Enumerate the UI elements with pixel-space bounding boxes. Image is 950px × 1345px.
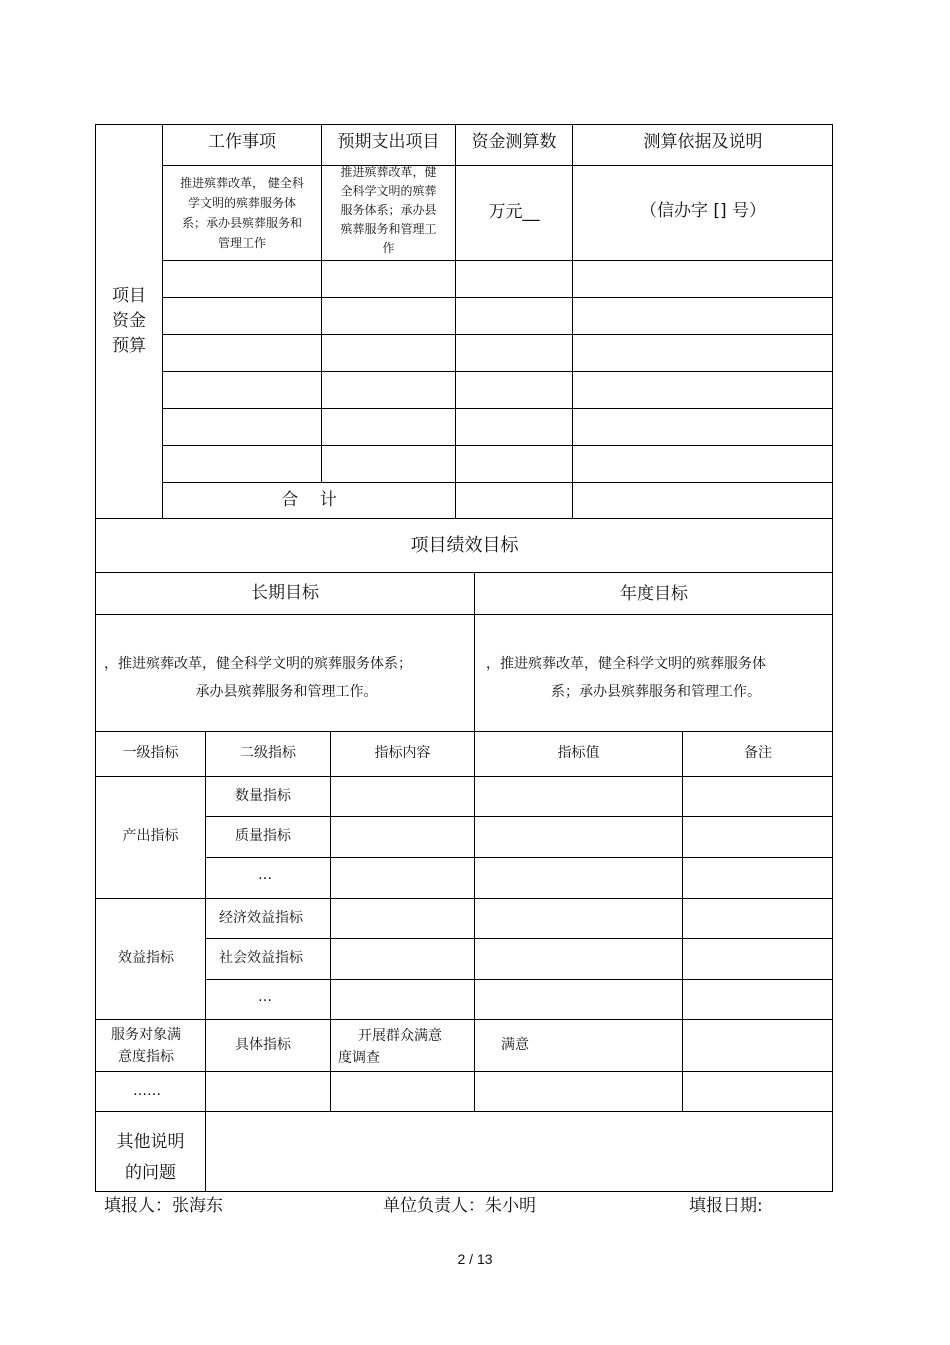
ind-header-remark: 备注 bbox=[744, 745, 772, 761]
annual-text: ，推进殡葬改革，健全科学文明的殡葬服务体 系；承办县殡葬服务和管理工作。 bbox=[486, 656, 766, 700]
satisfaction-value: 满意 bbox=[501, 1037, 529, 1053]
output-item-quality: 质量指标 bbox=[235, 828, 291, 844]
row1-amount: 万元__ bbox=[488, 202, 540, 222]
budget-total-label: 合 计 bbox=[281, 490, 337, 510]
ind-header-level2: 二级指标 bbox=[240, 745, 296, 761]
responsible-person: 单位负责人：朱小明 bbox=[383, 1196, 536, 1216]
output-item-quantity: 数量指标 bbox=[235, 788, 291, 804]
annual-label: 年度目标 bbox=[620, 584, 688, 604]
row1-work-item: 推进殡葬改革， 健全科 学文明的殡葬服务体 系；承办县殡葬服务和 管理工作 bbox=[180, 176, 304, 250]
satisfaction-content: 开展群众满意 度调查 bbox=[338, 1028, 442, 1066]
page-number: 2 / 13 bbox=[457, 1251, 493, 1267]
ind-header-level1: 一级指标 bbox=[122, 745, 179, 761]
row1-basis: （信办字 [] 号） bbox=[639, 201, 767, 221]
fill-date: 填报日期: bbox=[689, 1196, 763, 1216]
output-item-more: … bbox=[258, 867, 272, 883]
row1-expense-item: 推进殡葬改革，健 全科学文明的殡葬 服务体系；承办县 殡葬服务和管理工 作 bbox=[340, 165, 437, 255]
filler: 填报人：张海东 bbox=[104, 1196, 223, 1216]
long-term-label: 长期目标 bbox=[251, 583, 319, 603]
header-amount: 资金测算数 bbox=[471, 132, 557, 152]
more-row-label: …… bbox=[133, 1083, 161, 1099]
header-work-item: 工作事项 bbox=[208, 132, 276, 152]
benefit-item-economic: 经济效益指标 bbox=[219, 910, 303, 926]
ind-header-content: 指标内容 bbox=[374, 745, 431, 761]
benefit-item-social: 社会效益指标 bbox=[219, 950, 303, 966]
long-term-text: ，推进殡葬改革，健全科学文明的殡葬服务体系； 承办县殡葬服务和管理工作。 bbox=[104, 656, 412, 700]
output-label: 产出指标 bbox=[122, 828, 179, 844]
benefit-item-more: … bbox=[258, 989, 272, 1005]
satisfaction-sub: 具体指标 bbox=[235, 1037, 291, 1053]
header-basis: 测算依据及说明 bbox=[643, 132, 763, 152]
header-expense-item: 预期支出项目 bbox=[337, 132, 440, 152]
other-notes-label: 其他说明 的问题 bbox=[116, 1132, 185, 1183]
performance-title: 项目绩效目标 bbox=[410, 535, 519, 556]
budget-side-label: 项目 资金 预算 bbox=[112, 286, 146, 356]
satisfaction-label: 服务对象满 意度指标 bbox=[111, 1027, 181, 1065]
ind-header-value: 指标值 bbox=[557, 745, 600, 761]
benefit-label: 效益指标 bbox=[118, 950, 174, 966]
